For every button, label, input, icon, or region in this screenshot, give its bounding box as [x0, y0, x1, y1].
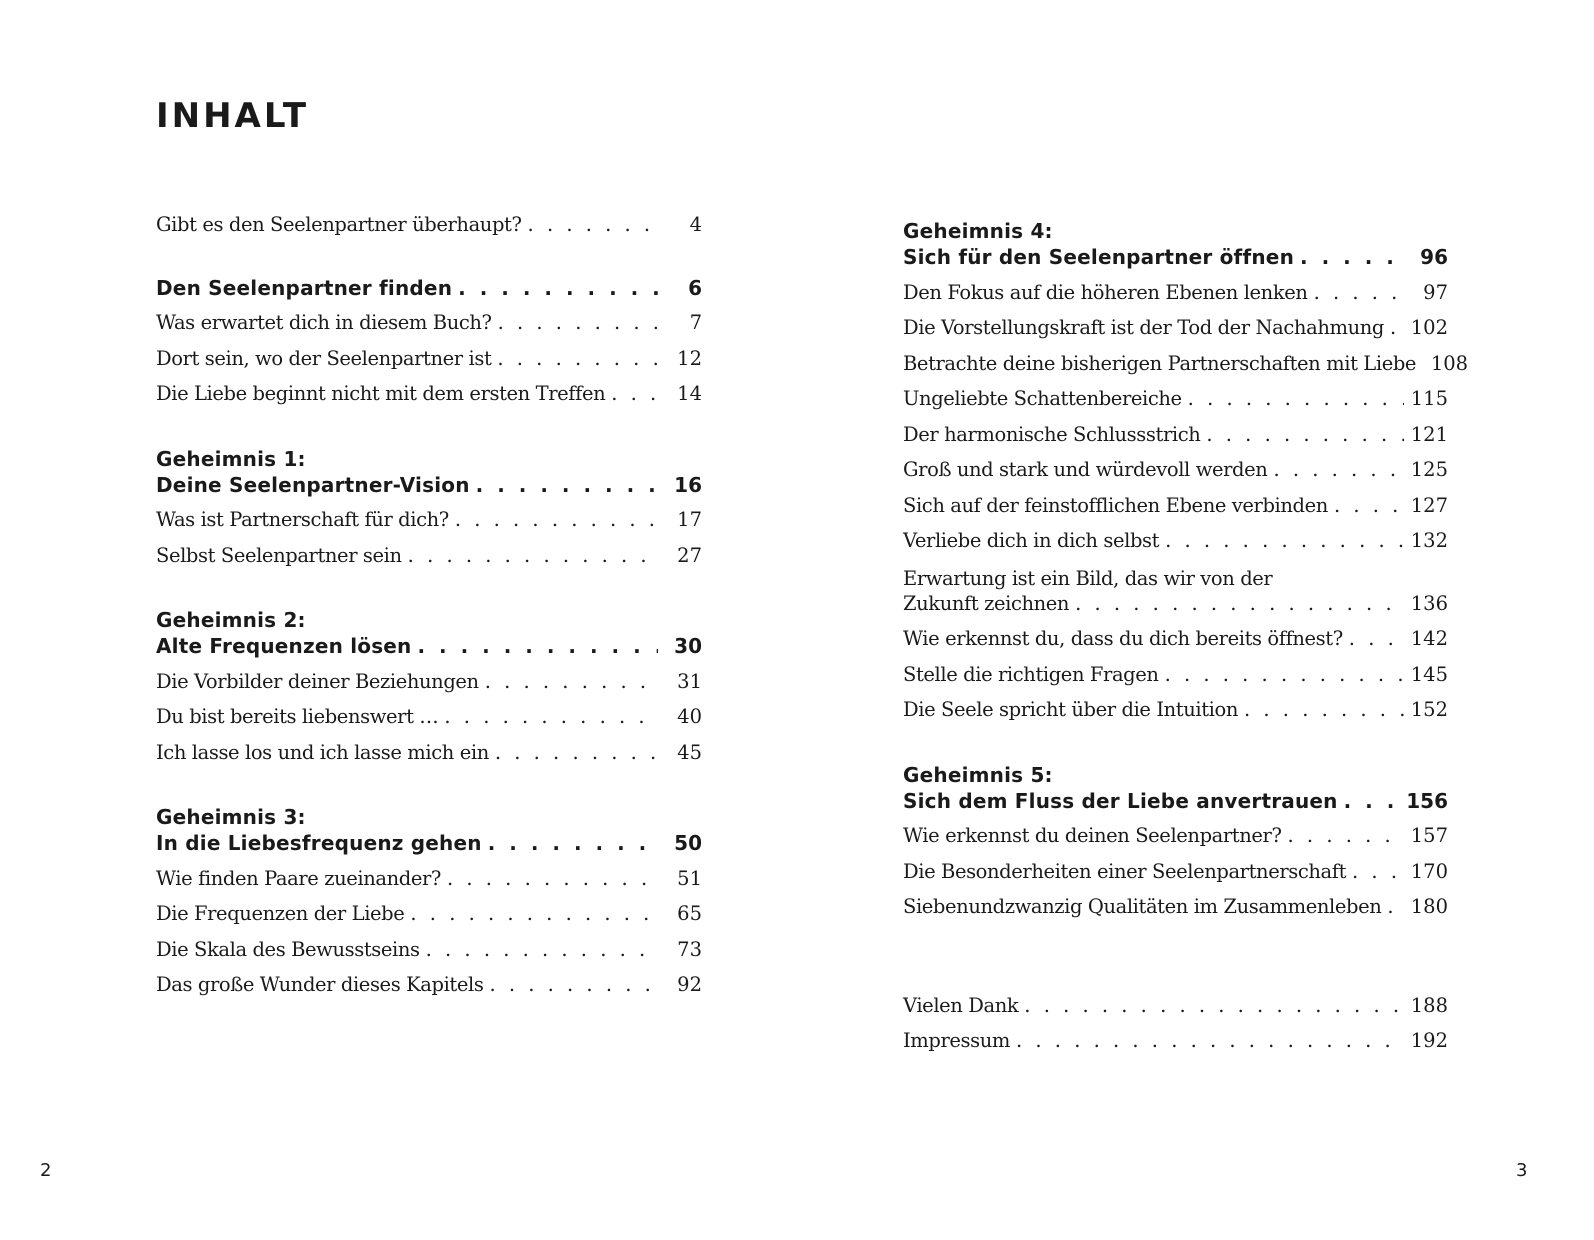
dot-leader: [1346, 860, 1404, 883]
toc-entry[interactable]: [903, 592, 1448, 628]
entry-page: 40: [677, 705, 702, 728]
toc-entry[interactable]: [156, 741, 702, 777]
entry-title: Vielen Dank: [903, 993, 1019, 1017]
entry-title: Die Seele spricht über die Intuition: [903, 698, 1239, 721]
dot-leader: [412, 634, 659, 658]
dot-leader: [605, 382, 658, 405]
entry-page: 31: [677, 669, 702, 693]
entry-title: Die Vorstellungskraft ist der Tod der Nachahmung: [903, 316, 1384, 339]
secret-label: Geheimnis 5:: [903, 762, 1053, 787]
dot-leader: [1267, 458, 1404, 481]
entry-title: Was ist Partnerschaft für dich?: [156, 508, 449, 531]
entry-page: 142: [1410, 627, 1448, 650]
toc-entry[interactable]: [903, 494, 1448, 530]
dot-leader: [1159, 529, 1404, 552]
dot-leader: [479, 670, 658, 693]
entry-page: 136: [1410, 591, 1448, 615]
entry-page: 180: [1410, 895, 1448, 918]
toc-section-entry[interactable]: [156, 831, 702, 867]
toc-entry[interactable]: [156, 705, 702, 741]
entry-title: Du bist bereits liebenswert …: [156, 705, 439, 728]
toc-entry[interactable]: [903, 351, 1469, 388]
entry-page: 17: [677, 508, 702, 531]
entry-title: Dort sein, wo der Seelenpartner ist: [156, 346, 492, 370]
entry-title: Selbst Seelenpartner sein: [156, 543, 402, 567]
entry-title: Impressum: [903, 1029, 1011, 1052]
dot-leader: [1159, 663, 1404, 686]
dot-leader: [482, 831, 658, 855]
entry-title: Ungeliebte Schattenbereiche: [903, 387, 1182, 410]
secret-label: Geheimnis 3:: [156, 805, 306, 829]
entry-page: 152: [1410, 698, 1448, 721]
entry-page: 14: [677, 382, 702, 405]
entry-title: Sich auf der feinstofflichen Ebene verbinden: [903, 493, 1328, 517]
toc-entry[interactable]: [903, 316, 1448, 352]
dot-leader: [1018, 994, 1404, 1017]
dot-leader: [1069, 592, 1404, 615]
toc-entry[interactable]: [156, 213, 702, 249]
toc-entry[interactable]: [903, 281, 1448, 317]
secret-label: Geheimnis 2:: [156, 608, 306, 632]
dot-leader: [404, 902, 658, 925]
toc-entry[interactable]: [903, 423, 1448, 459]
dot-leader: [402, 544, 658, 567]
dot-leader: [1010, 1029, 1404, 1052]
entry-page: 65: [677, 902, 702, 925]
entry-page: 12: [677, 346, 702, 370]
dot-leader: [1384, 316, 1404, 339]
dot-leader: [1381, 895, 1404, 918]
page-number-left: 2: [40, 1160, 52, 1181]
toc-entry[interactable]: [156, 973, 702, 1009]
entry-page: 7: [689, 311, 702, 334]
section-title: Sich dem Fluss der Liebe anvertrauen: [903, 788, 1338, 813]
entry-title: Siebenundzwanzig Qualitäten im Zusammenleben: [903, 895, 1382, 918]
dot-leader: [449, 508, 658, 531]
toc-entry[interactable]: [156, 382, 702, 418]
entry-title: Wie finden Paare zueinander?: [156, 866, 441, 890]
toc-entry[interactable]: [903, 860, 1448, 896]
entry-page: 108: [1430, 351, 1469, 375]
dot-leader: [452, 276, 658, 300]
entry-page: 4: [689, 213, 702, 236]
entry-page: 45: [677, 740, 702, 764]
toc-section-entry[interactable]: [903, 245, 1448, 281]
dot-leader: [489, 741, 658, 764]
entry-page: 170: [1410, 859, 1448, 883]
toc-entry[interactable]: [156, 902, 702, 938]
toc-entry[interactable]: [156, 867, 702, 903]
dot-leader: [1343, 627, 1404, 650]
entry-page: 97: [1423, 280, 1448, 304]
toc-entry[interactable]: [903, 994, 1448, 1030]
dot-leader: [441, 867, 658, 890]
secret-label: Geheimnis 4:: [903, 219, 1053, 243]
toc-right-column: [903, 217, 1469, 1065]
toc-entry[interactable]: [156, 347, 702, 383]
entry-page: 121: [1410, 422, 1448, 446]
entry-title: Betrachte deine bisherigen Partnerschaften mit Liebe: [903, 351, 1417, 375]
dot-leader: [438, 705, 658, 728]
entry-title-line2: Zukunft zeichnen: [903, 591, 1070, 615]
dot-leader: [1200, 423, 1404, 446]
dot-leader: [492, 311, 658, 334]
dot-leader: [1416, 352, 1424, 375]
entry-title: Was erwartet dich in diesem Buch?: [156, 311, 492, 334]
dot-leader: [1328, 494, 1404, 517]
section-title: Deine Seelenpartner-Vision: [156, 472, 470, 497]
entry-page: 51: [677, 866, 702, 890]
page-title: INHALT: [156, 96, 310, 136]
entry-page: 127: [1410, 493, 1448, 517]
dot-leader: [491, 347, 658, 370]
entry-title: Verliebe dich in dich selbst: [903, 529, 1160, 552]
entry-page: 188: [1410, 993, 1448, 1017]
entry-page: 132: [1410, 529, 1448, 552]
toc-left-column: [156, 213, 702, 1009]
entry-title: Stelle die richtigen Fragen: [903, 662, 1159, 686]
toc-entry[interactable]: [903, 1029, 1448, 1065]
entry-page: 102: [1410, 316, 1448, 339]
entry-title: Die Besonderheiten einer Seelenpartnerschaft: [903, 859, 1347, 883]
dot-leader: [483, 973, 658, 996]
entry-title: Die Frequenzen der Liebe: [156, 902, 405, 925]
section-page: 50: [674, 831, 702, 855]
entry-title: Ich lasse los und ich lasse mich ein: [156, 740, 489, 764]
toc-entry[interactable]: [156, 544, 702, 580]
entry-page: 192: [1410, 1029, 1448, 1052]
entry-title: Wie erkennst du deinen Seelenpartner?: [903, 824, 1282, 847]
section-title: Alte Frequenzen lösen: [156, 634, 412, 658]
section-title: In die Liebesfrequenz gehen: [156, 831, 482, 855]
toc-section-entry[interactable]: [156, 634, 702, 670]
toc-entry[interactable]: [903, 529, 1448, 565]
toc-entry[interactable]: [903, 387, 1448, 423]
entry-title: Den Fokus auf die höheren Ebenen lenken: [903, 280, 1308, 304]
entry-page: 92: [677, 973, 702, 996]
toc-entry[interactable]: [903, 458, 1448, 494]
entry-page: 73: [677, 937, 702, 961]
dot-leader: [1338, 789, 1401, 813]
page-number-right: 3: [1516, 1160, 1528, 1181]
toc-entry[interactable]: [903, 627, 1448, 663]
toc-entry[interactable]: [156, 670, 702, 706]
entry-page: 115: [1410, 387, 1448, 410]
dot-leader: [1182, 387, 1404, 410]
dot-leader: [470, 473, 658, 497]
toc-entry[interactable]: [156, 508, 702, 544]
section-title: Sich für den Seelenpartner öffnen: [903, 245, 1295, 269]
toc-entry[interactable]: [156, 311, 702, 347]
entry-title: Die Skala des Bewusstseins: [156, 937, 420, 961]
toc-section-entry[interactable]: [903, 789, 1448, 825]
dot-leader: [1282, 824, 1404, 847]
section-page: 6: [688, 275, 702, 300]
section-title: Den Seelenpartner finden: [156, 275, 453, 300]
dot-leader: [522, 213, 658, 236]
entry-page: 157: [1410, 824, 1448, 847]
entry-title: Der harmonische Schlussstrich: [903, 422, 1201, 446]
entry-page: 145: [1410, 662, 1448, 686]
toc-entry[interactable]: [903, 663, 1448, 699]
dot-leader: [420, 938, 658, 961]
toc-section-entry[interactable]: [156, 276, 702, 312]
dot-leader: [1294, 245, 1404, 269]
entry-title-line1[interactable]: Erwartung ist ein Bild, das wir von der: [903, 566, 1273, 590]
toc-entry[interactable]: [903, 895, 1448, 931]
entry-title: Groß und stark und würdevoll werden: [903, 458, 1268, 481]
entry-title: Wie erkennst du, dass du dich bereits öffnest?: [903, 627, 1343, 650]
dot-leader: [1308, 281, 1404, 304]
section-page: 156: [1406, 788, 1448, 813]
entry-page: 125: [1410, 458, 1448, 481]
section-page: 16: [674, 472, 702, 497]
entry-page: 27: [677, 543, 702, 567]
entry-title: Die Liebe beginnt nicht mit dem ersten Treffen: [156, 382, 606, 405]
toc-section-entry[interactable]: [156, 473, 702, 509]
secret-label: Geheimnis 1:: [156, 446, 306, 471]
entry-title: Die Vorbilder deiner Beziehungen: [156, 669, 479, 693]
section-page: 30: [674, 634, 702, 658]
toc-entry[interactable]: [156, 938, 702, 974]
toc-entry[interactable]: [903, 698, 1448, 734]
toc-entry[interactable]: [903, 824, 1448, 860]
dot-leader: [1238, 698, 1404, 721]
section-page: 96: [1420, 245, 1448, 269]
entry-title: Das große Wunder dieses Kapitels: [156, 973, 484, 996]
entry-title: Gibt es den Seelenpartner überhaupt?: [156, 213, 522, 236]
